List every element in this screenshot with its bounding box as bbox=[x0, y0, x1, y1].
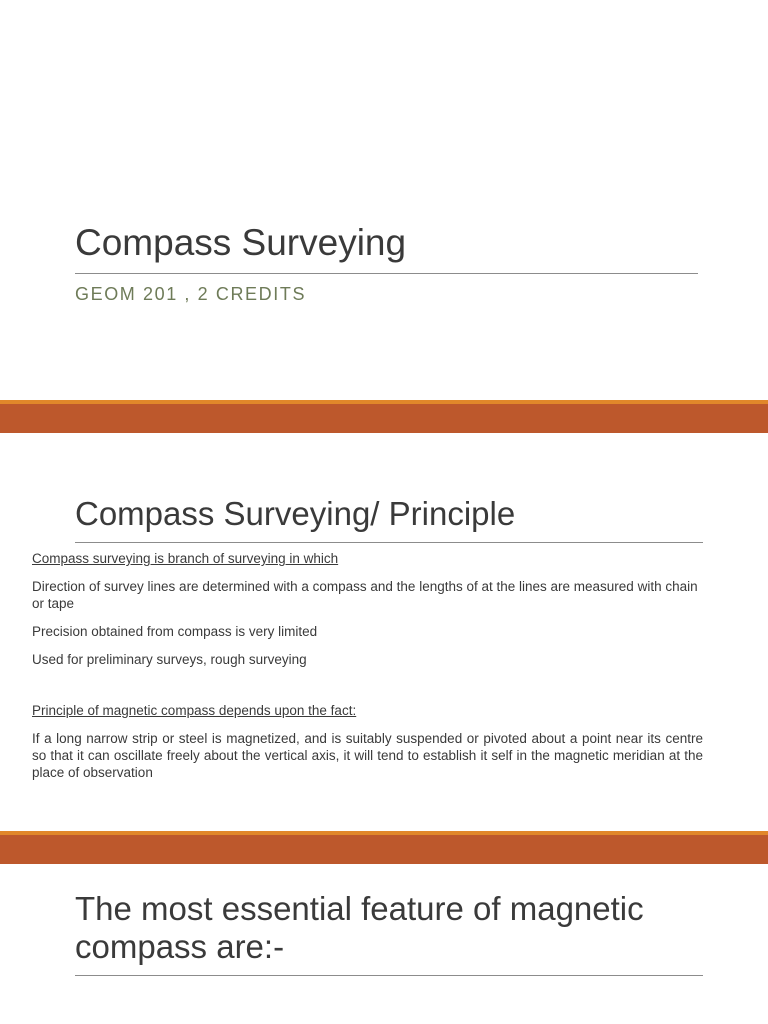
slide-3 bbox=[0, 866, 768, 1024]
slide-2-principle-text: If a long narrow strip or steel is magnetized, and is suitably suspended or pivoted about a point near its centre so that it can oscillate freely about the vertical axis, it will tend to establish it self in the magnetic meridian at the place of observation bbox=[32, 731, 703, 780]
slide-divider-1 bbox=[0, 400, 768, 433]
slide-divider-2 bbox=[0, 831, 768, 864]
slide-2-paragraph-heading: Compass surveying is branch of surveying in which bbox=[32, 551, 339, 566]
slide-2-title-rule bbox=[75, 542, 703, 543]
slide-2-paragraph: Used for preliminary surveys, rough surveying bbox=[32, 652, 307, 667]
slide-1 bbox=[0, 0, 768, 400]
slide-2-paragraph: Precision obtained from compass is very limited bbox=[32, 624, 318, 639]
slide-2-body bbox=[32, 550, 703, 792]
slide-1-title-rule bbox=[75, 273, 698, 274]
slide-2-principle-heading: Principle of magnetic compass depends upon the fact: bbox=[32, 703, 357, 718]
slide-1-title: Compass Surveying bbox=[75, 222, 407, 263]
slide-3-title: The most essential feature of magnetic compass are:- bbox=[75, 890, 644, 965]
slide-2-title: Compass Surveying/ Principle bbox=[75, 495, 516, 532]
slide-3-title-rule bbox=[75, 975, 703, 976]
slide-2 bbox=[0, 433, 768, 831]
slide-2-paragraph: Direction of survey lines are determined with a compass and the lengths of at the lines are measured with chain or tape bbox=[32, 579, 698, 611]
slide-1-subtitle: GEOM 201 , 2 CREDITS bbox=[75, 284, 307, 304]
